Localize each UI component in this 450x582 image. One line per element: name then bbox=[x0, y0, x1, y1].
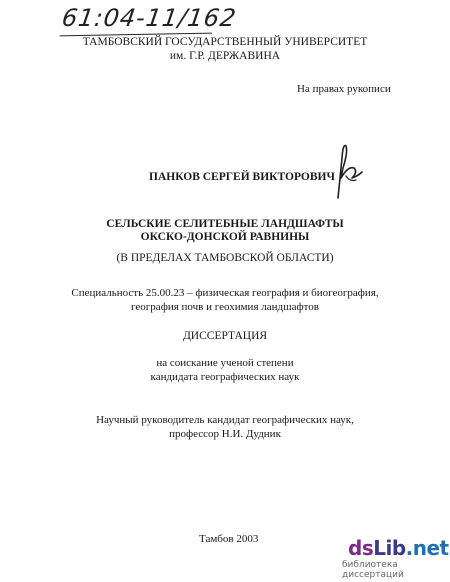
specialty-line-2: география почв и геохимия ландшафтов bbox=[131, 301, 319, 313]
dslib-watermark bbox=[342, 536, 449, 580]
degree-line-2: кандидата географических наук bbox=[150, 371, 300, 383]
title-subtitle: (В ПРЕДЕЛАХ ТАМБОВСКОЙ ОБЛАСТИ) bbox=[116, 252, 334, 264]
manuscript-rights-note: На правах рукописи bbox=[297, 83, 391, 95]
logo-ds: ds bbox=[348, 536, 374, 560]
city-year: Тамбов 2003 bbox=[199, 533, 259, 545]
logo-net: .net bbox=[405, 536, 449, 560]
degree-line-1: на соискание ученой степени bbox=[156, 357, 294, 369]
title-line-1: СЕЛЬСКИЕ СЕЛИТЕБНЫЕ ЛАНДШАФТЫ bbox=[106, 218, 344, 230]
archive-handwritten-number bbox=[60, 4, 239, 34]
watermark-tagline: библиотека диссертаций bbox=[342, 560, 404, 580]
author-signature bbox=[328, 138, 368, 200]
advisor-line-2: профессор Н.И. Дудник bbox=[169, 428, 281, 440]
advisor-line-1: Научный руководитель кандидат географических наук, bbox=[96, 414, 354, 426]
specialty-line-1: Специальность 25.00.23 – физическая география и биогеография, bbox=[71, 287, 379, 299]
author-name: ПАНКОВ СЕРГЕЙ ВИКТОРОВИЧ bbox=[149, 171, 335, 183]
dslib-logo bbox=[348, 536, 449, 560]
university-honorific: им. Г.Р. ДЕРЖАВИНА bbox=[169, 50, 281, 62]
archive-number-text: 61:04-11/162 bbox=[60, 4, 239, 32]
title-line-2: ОКСКО-ДОНСКОЙ РАВНИНЫ bbox=[140, 231, 310, 243]
logo-lib: Lib bbox=[373, 536, 406, 560]
document-type: ДИССЕРТАЦИЯ bbox=[182, 330, 268, 342]
university-name: ТАМБОВСКИЙ ГОСУДАРСТВЕННЫЙ УНИВЕРСИТЕТ bbox=[82, 36, 368, 48]
